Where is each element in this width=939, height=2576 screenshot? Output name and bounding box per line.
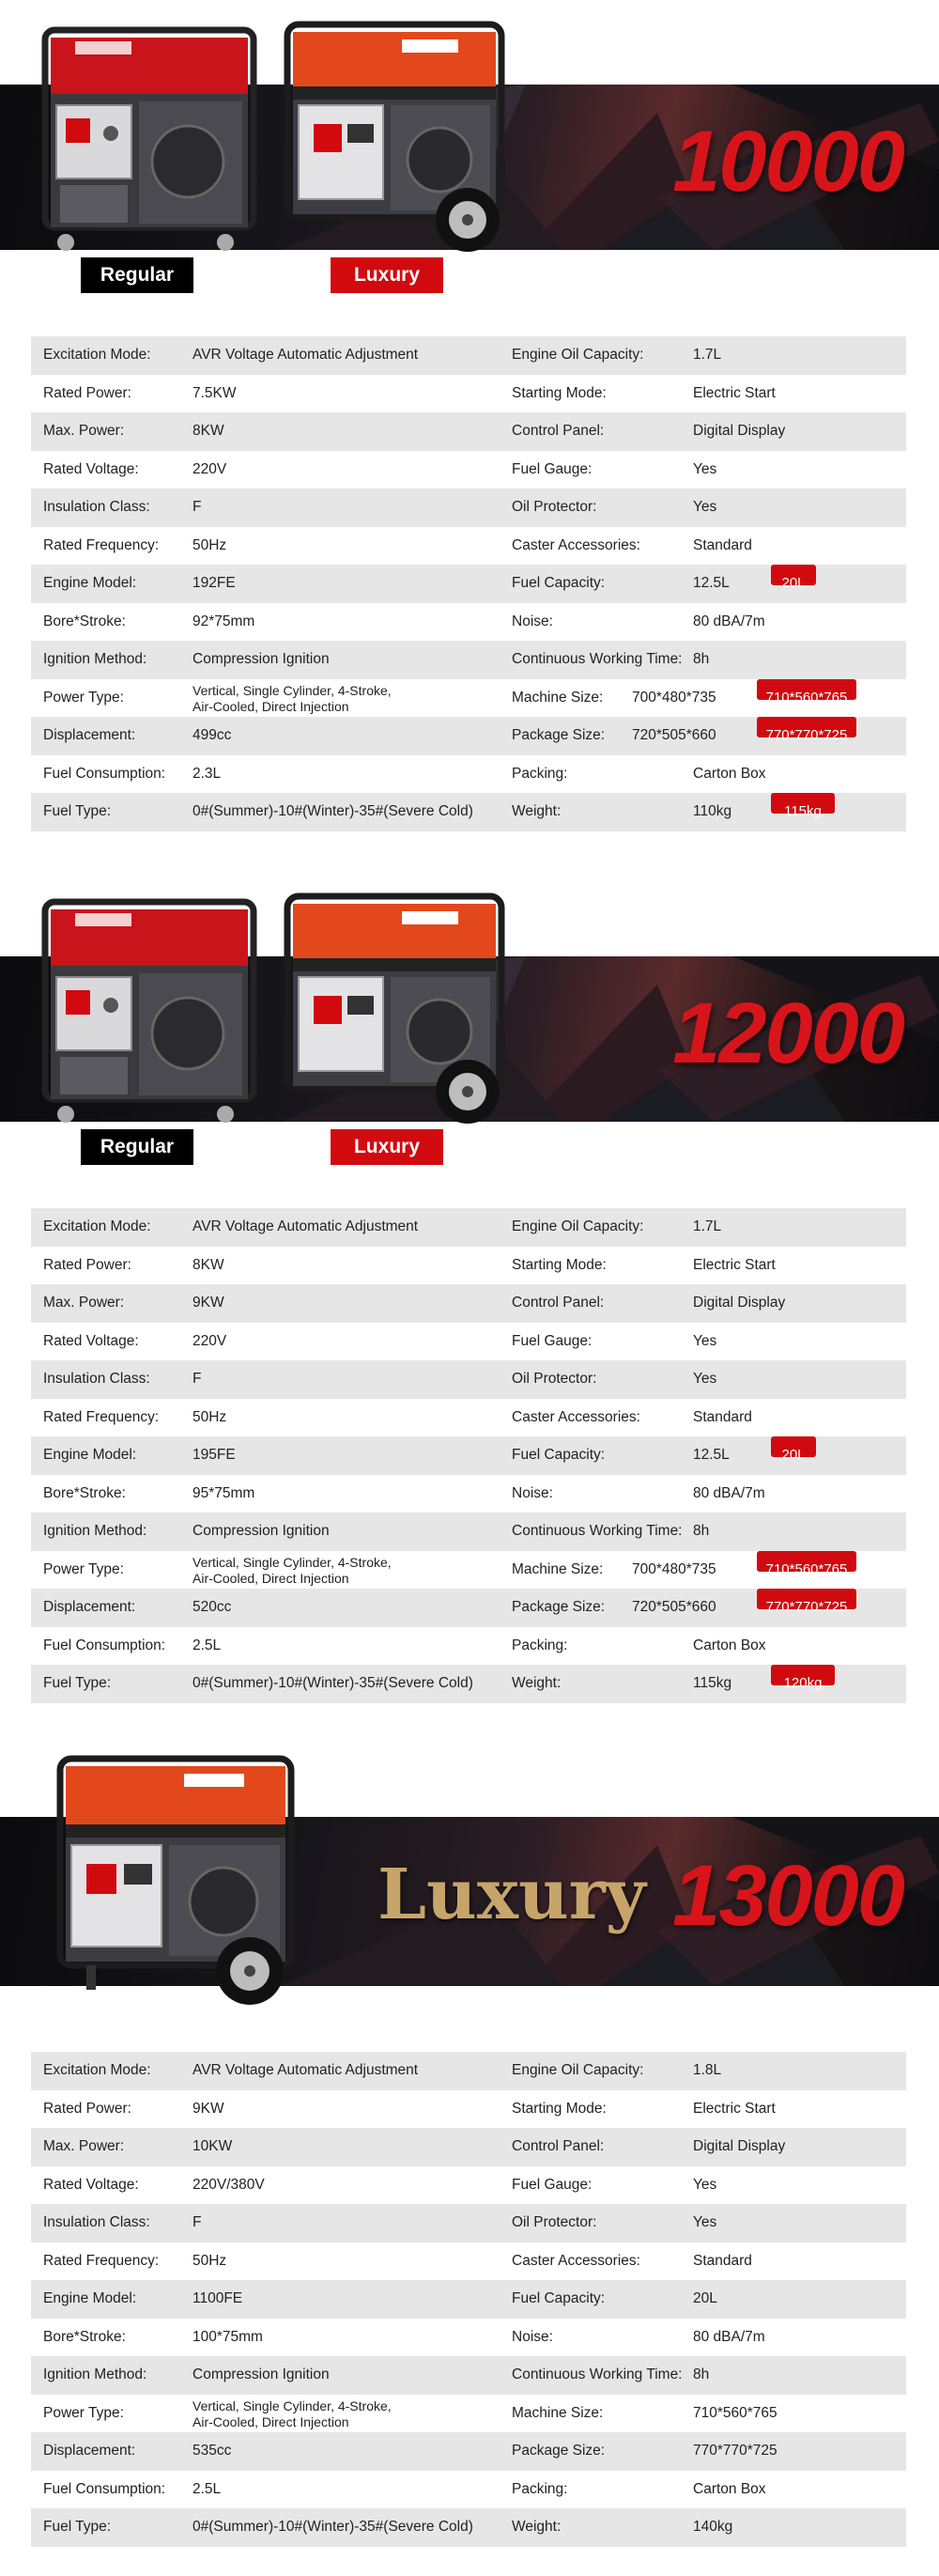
generator-luxury-image <box>280 891 515 1129</box>
spec-label: Excitation Mode: <box>43 347 151 363</box>
spec-label: Fuel Type: <box>43 803 112 819</box>
spec-value: Digital Display <box>693 1295 786 1311</box>
spec-label: Insulation Class: <box>43 499 150 515</box>
spec-label: Rated Power: <box>43 384 131 401</box>
spec-label: Ignition Method: <box>43 2367 147 2382</box>
spec-value: Yes <box>693 1332 717 1349</box>
spec-label: Starting Mode: <box>512 1256 607 1273</box>
luxury-value-badge: 770*770*725 <box>757 717 856 737</box>
spec-row <box>31 489 906 527</box>
spec-row <box>31 2356 906 2395</box>
spec-label: Package Size: <box>512 2443 606 2459</box>
spec-row <box>31 1323 906 1361</box>
spec-value: 8h <box>693 1523 710 1539</box>
spec-value: 2.3L <box>192 765 222 782</box>
spec-label: Fuel Consumption: <box>43 1637 166 1653</box>
spec-value: Electric Start <box>693 2100 776 2117</box>
spec-value <box>192 1555 455 1587</box>
spec-value: 2.5L <box>192 2480 222 2497</box>
spec-value: 12.5L <box>693 575 730 591</box>
spec-value: 220V <box>192 1332 227 1349</box>
spec-value: Yes <box>693 2176 717 2193</box>
spec-value: Carton Box <box>693 1637 766 1653</box>
generator-luxury-image <box>53 1753 304 2012</box>
spec-value: 8KW <box>192 423 224 439</box>
spec-value: 700*480*735 <box>632 1560 716 1577</box>
spec-row <box>31 717 906 755</box>
spec-value: Yes <box>693 1371 717 1387</box>
spec-value: 0#(Summer)-10#(Winter)-35#(Severe Cold) <box>192 2519 473 2535</box>
spec-value: 535cc <box>192 2443 232 2459</box>
spec-label: Insulation Class: <box>43 1371 150 1387</box>
spec-value: 9KW <box>192 1295 224 1311</box>
spec-value: 220V <box>192 460 227 477</box>
spec-label: Excitation Mode: <box>43 2062 151 2078</box>
spec-label: Engine Oil Capacity: <box>512 2062 644 2078</box>
luxury-value-badge: 710*560*765 <box>757 679 856 700</box>
spec-label: Fuel Consumption: <box>43 2480 166 2497</box>
spec-value: 110kg <box>693 803 732 819</box>
spec-row <box>31 2395 906 2433</box>
luxury-value-badge: 770*770*725 <box>757 1589 856 1609</box>
luxury-value-badge: 20L <box>771 1436 816 1457</box>
spec-value: 8KW <box>192 1256 224 1273</box>
spec-value: 9KW <box>192 2100 224 2117</box>
spec-value <box>192 2398 455 2430</box>
spec-value: Digital Display <box>693 423 786 439</box>
spec-label: Oil Protector: <box>512 499 597 515</box>
spec-label: Engine Oil Capacity: <box>512 347 644 363</box>
spec-label: Rated Power: <box>43 2100 131 2117</box>
spec-value: 0#(Summer)-10#(Winter)-35#(Severe Cold) <box>192 1675 473 1691</box>
spec-row <box>31 2166 906 2205</box>
spec-value: 50Hz <box>192 1408 227 1425</box>
spec-value: 1.7L <box>693 1218 722 1234</box>
spec-label: Noise: <box>512 613 553 629</box>
luxury-value-badge: 120kg <box>771 1665 835 1685</box>
luxury-variant-label: Luxury <box>331 1129 443 1165</box>
spec-label: Weight: <box>512 803 562 819</box>
spec-row <box>31 375 906 413</box>
spec-value: 50Hz <box>192 2252 227 2269</box>
spec-row <box>31 1360 906 1399</box>
generator-luxury-image <box>280 19 515 257</box>
spec-value: 1100FE <box>192 2290 243 2306</box>
spec-value: AVR Voltage Automatic Adjustment <box>192 2062 419 2078</box>
power-type-line-1: Vertical, Single Cylinder, 4-Stroke, <box>192 1554 392 1570</box>
spec-value: Yes <box>693 499 717 515</box>
model-number: 10000 <box>672 114 903 209</box>
spec-label: Machine Size: <box>512 689 604 706</box>
spec-label: Displacement: <box>43 2443 136 2459</box>
spec-value: AVR Voltage Automatic Adjustment <box>192 1218 419 1234</box>
spec-value: Compression Ignition <box>192 2367 330 2382</box>
spec-value: Electric Start <box>693 384 776 401</box>
spec-value: 499cc <box>192 727 232 743</box>
regular-variant-label: Regular <box>81 257 193 293</box>
spec-value: F <box>192 2214 202 2230</box>
spec-table <box>31 2052 906 2547</box>
spec-value: Standard <box>693 1408 752 1425</box>
spec-label: Max. Power: <box>43 423 125 439</box>
spec-label: Control Panel: <box>512 1295 605 1311</box>
spec-value: Standard <box>693 536 752 553</box>
spec-row <box>31 527 906 566</box>
spec-value: 10KW <box>192 2138 233 2154</box>
spec-row <box>31 1247 906 1285</box>
spec-label: Max. Power: <box>43 2138 125 2154</box>
spec-row <box>31 2319 906 2357</box>
spec-value: Standard <box>693 2252 752 2269</box>
spec-table <box>31 336 906 831</box>
power-type-line-2: Air-Cooled, Direct Injection <box>192 698 349 714</box>
spec-label: Fuel Gauge: <box>512 460 593 477</box>
spec-label: Continuous Working Time: <box>512 1523 683 1539</box>
spec-label: Starting Mode: <box>512 2100 607 2117</box>
spec-label: Rated Voltage: <box>43 2176 139 2193</box>
spec-value: 20L <box>693 2290 717 2306</box>
spec-label: Continuous Working Time: <box>512 2367 683 2382</box>
generator-regular-image <box>38 21 263 256</box>
spec-label: Weight: <box>512 1675 562 1691</box>
regular-variant-label: Regular <box>81 1129 193 1165</box>
spec-value: F <box>192 1371 202 1387</box>
spec-value: 8h <box>693 651 710 667</box>
spec-value: 220V/380V <box>192 2176 265 2193</box>
luxury-value-badge: 20L <box>771 565 816 585</box>
spec-value: 2.5L <box>192 1637 222 1653</box>
spec-label: Continuous Working Time: <box>512 651 683 667</box>
spec-label: Bore*Stroke: <box>43 1484 126 1501</box>
spec-value: 140kg <box>693 2519 733 2535</box>
spec-row <box>31 1589 906 1627</box>
spec-value: 192FE <box>192 575 236 591</box>
spec-row <box>31 2204 906 2242</box>
spec-label: Fuel Capacity: <box>512 575 606 591</box>
spec-row <box>31 451 906 489</box>
spec-label: Power Type: <box>43 1560 124 1577</box>
power-type-line-1: Vertical, Single Cylinder, 4-Stroke, <box>192 2398 392 2413</box>
spec-label: Control Panel: <box>512 2138 605 2154</box>
spec-label: Packing: <box>512 765 568 782</box>
spec-value: 80 dBA/7m <box>693 1484 765 1501</box>
spec-row <box>31 1627 906 1666</box>
spec-value: Yes <box>693 2214 717 2230</box>
spec-value: 115kg <box>693 1675 732 1691</box>
spec-label: Fuel Gauge: <box>512 1332 593 1349</box>
spec-label: Engine Model: <box>43 2290 137 2306</box>
spec-value: Yes <box>693 460 717 477</box>
spec-label: Rated Voltage: <box>43 1332 139 1349</box>
spec-value: 7.5KW <box>192 384 237 401</box>
spec-label: Caster Accessories: <box>512 1408 640 1425</box>
spec-value: 770*770*725 <box>693 2443 777 2459</box>
spec-value: Compression Ignition <box>192 1523 330 1539</box>
spec-value: 80 dBA/7m <box>693 2328 765 2345</box>
spec-label: Bore*Stroke: <box>43 613 126 629</box>
spec-value: 710*560*765 <box>693 2404 777 2421</box>
spec-label: Noise: <box>512 1484 553 1501</box>
spec-label: Max. Power: <box>43 1295 125 1311</box>
spec-label: Fuel Type: <box>43 2519 112 2535</box>
spec-row <box>31 2508 906 2547</box>
spec-label: Engine Model: <box>43 575 137 591</box>
spec-label: Power Type: <box>43 2404 124 2421</box>
spec-label: Starting Mode: <box>512 384 607 401</box>
spec-label: Displacement: <box>43 1599 136 1615</box>
spec-value: Digital Display <box>693 2138 786 2154</box>
luxury-value-badge: 115kg <box>771 793 835 814</box>
spec-label: Bore*Stroke: <box>43 2328 126 2345</box>
spec-value: 12.5L <box>693 1447 730 1463</box>
spec-row <box>31 641 906 679</box>
spec-row <box>31 755 906 794</box>
spec-label: Power Type: <box>43 689 124 706</box>
spec-value: 100*75mm <box>192 2328 263 2345</box>
spec-row <box>31 2090 906 2129</box>
spec-value <box>192 683 455 715</box>
spec-value: 720*505*660 <box>632 1599 716 1615</box>
spec-value: 195FE <box>192 1447 236 1463</box>
spec-label: Rated Frequency: <box>43 2252 160 2269</box>
spec-label: Control Panel: <box>512 423 605 439</box>
spec-row <box>31 1475 906 1513</box>
spec-value: 8h <box>693 2367 710 2382</box>
spec-row <box>31 603 906 642</box>
model-number: 12000 <box>672 985 903 1081</box>
spec-value: 0#(Summer)-10#(Winter)-35#(Severe Cold) <box>192 803 473 819</box>
spec-value: Carton Box <box>693 765 766 782</box>
spec-label: Caster Accessories: <box>512 536 640 553</box>
spec-row <box>31 1208 906 1247</box>
spec-label: Fuel Gauge: <box>512 2176 593 2193</box>
spec-label: Oil Protector: <box>512 2214 597 2230</box>
spec-row <box>31 2280 906 2319</box>
model-number: 13000 <box>672 1848 903 1944</box>
spec-value: 92*75mm <box>192 613 255 629</box>
spec-label: Engine Model: <box>43 1447 137 1463</box>
spec-label: Machine Size: <box>512 1560 604 1577</box>
spec-row <box>31 336 906 375</box>
spec-label: Fuel Type: <box>43 1675 112 1691</box>
spec-row <box>31 2052 906 2090</box>
spec-value: AVR Voltage Automatic Adjustment <box>192 347 419 363</box>
spec-row <box>31 793 906 831</box>
spec-label: Machine Size: <box>512 2404 604 2421</box>
spec-label: Fuel Consumption: <box>43 765 166 782</box>
spec-value: F <box>192 499 202 515</box>
spec-table <box>31 1208 906 1703</box>
spec-row <box>31 2242 906 2281</box>
spec-row <box>31 1513 906 1551</box>
spec-label: Package Size: <box>512 1599 606 1615</box>
spec-label: Rated Frequency: <box>43 1408 160 1425</box>
spec-label: Rated Voltage: <box>43 460 139 477</box>
spec-row <box>31 1551 906 1590</box>
power-type-line-1: Vertical, Single Cylinder, 4-Stroke, <box>192 682 392 698</box>
spec-row <box>31 2471 906 2509</box>
spec-row <box>31 1284 906 1323</box>
power-type-line-2: Air-Cooled, Direct Injection <box>192 2413 349 2429</box>
spec-label: Ignition Method: <box>43 1523 147 1539</box>
spec-row <box>31 679 906 718</box>
generator-regular-image <box>38 892 263 1127</box>
spec-value: 520cc <box>192 1599 232 1615</box>
power-type-line-2: Air-Cooled, Direct Injection <box>192 1570 349 1586</box>
spec-value: Electric Start <box>693 1256 776 1273</box>
spec-value: 1.8L <box>693 2062 722 2078</box>
spec-label: Packing: <box>512 2480 568 2497</box>
spec-label: Ignition Method: <box>43 651 147 667</box>
spec-label: Rated Power: <box>43 1256 131 1273</box>
luxury-variant-label: Luxury <box>331 257 443 293</box>
spec-row <box>31 2128 906 2166</box>
spec-label: Insulation Class: <box>43 2214 150 2230</box>
spec-label: Fuel Capacity: <box>512 2290 606 2306</box>
spec-label: Rated Frequency: <box>43 536 160 553</box>
spec-row <box>31 565 906 603</box>
spec-label: Weight: <box>512 2519 562 2535</box>
spec-label: Fuel Capacity: <box>512 1447 606 1463</box>
luxury-value-badge: 710*560*765 <box>757 1551 856 1572</box>
spec-label: Oil Protector: <box>512 1371 597 1387</box>
spec-row <box>31 1665 906 1703</box>
spec-label: Packing: <box>512 1637 568 1653</box>
spec-label: Caster Accessories: <box>512 2252 640 2269</box>
spec-label: Package Size: <box>512 727 606 743</box>
spec-row <box>31 1399 906 1437</box>
spec-row <box>31 2432 906 2471</box>
spec-row <box>31 412 906 451</box>
spec-value: 700*480*735 <box>632 689 716 706</box>
spec-label: Displacement: <box>43 727 136 743</box>
spec-label: Noise: <box>512 2328 553 2345</box>
spec-value: 50Hz <box>192 536 227 553</box>
spec-value: Compression Ignition <box>192 651 330 667</box>
spec-value: 1.7L <box>693 347 722 363</box>
spec-value: 95*75mm <box>192 1484 255 1501</box>
spec-value: 80 dBA/7m <box>693 613 765 629</box>
spec-value: Carton Box <box>693 2480 766 2497</box>
spec-value: 720*505*660 <box>632 727 716 743</box>
luxury-title: Luxury <box>377 1854 646 1935</box>
spec-row <box>31 1436 906 1475</box>
spec-label: Engine Oil Capacity: <box>512 1218 644 1234</box>
spec-label: Excitation Mode: <box>43 1218 151 1234</box>
